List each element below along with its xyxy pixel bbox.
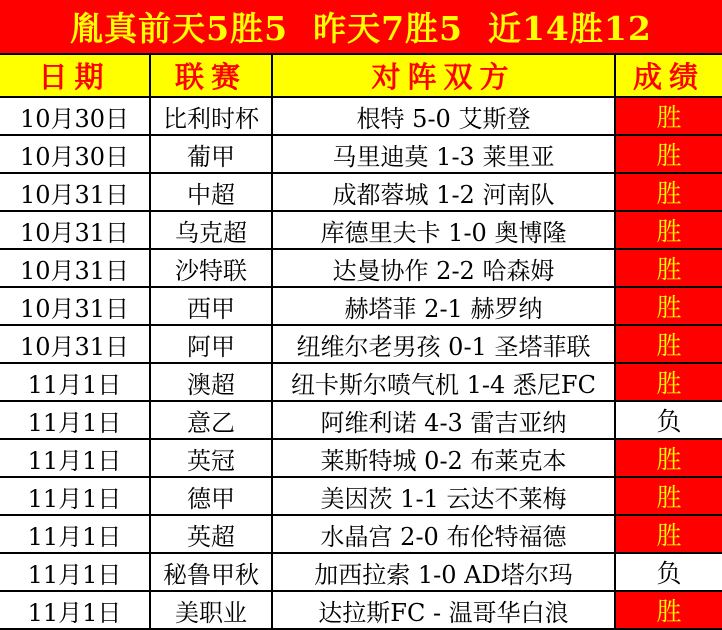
date-cell: 11月1日 [0,363,150,401]
header-row [0,54,722,97]
league-cell: 中超 [150,173,272,211]
result-cell: 胜 [615,591,722,629]
match-cell: 根特 5-0 艾斯登 [272,97,615,135]
date-cell: 10月31日 [0,211,150,249]
result-cell: 负 [615,401,722,439]
league-cell: 葡甲 [150,135,272,173]
record-banner: 胤真前天5胜5 昨天7胜5 近14胜12 [0,0,722,53]
date-cell: 11月1日 [0,477,150,515]
league-cell: 德甲 [150,477,272,515]
result-cell: 胜 [615,173,722,211]
date-cell: 10月31日 [0,325,150,363]
league-cell: 澳超 [150,363,272,401]
result-cell: 胜 [615,211,722,249]
table-row [0,477,722,515]
league-cell: 沙特联 [150,249,272,287]
match-cell: 达拉斯FC - 温哥华白浪 [272,591,615,629]
date-cell: 11月1日 [0,553,150,591]
result-cell: 胜 [615,287,722,325]
league-cell: 阿甲 [150,325,272,363]
date-cell: 10月31日 [0,249,150,287]
match-cell: 莱斯特城 0-2 布莱克本 [272,439,615,477]
table-row [0,325,722,363]
match-cell: 阿维利诺 4-3 雷吉亚纳 [272,401,615,439]
table-row [0,591,722,629]
match-cell: 纽卡斯尔喷气机 1-4 悉尼FC [272,363,615,401]
table-row [0,439,722,477]
result-cell: 胜 [615,439,722,477]
date-cell: 10月30日 [0,97,150,135]
table-row [0,515,722,553]
table-row [0,401,722,439]
match-cell: 库德里夫卡 1-0 奥博隆 [272,211,615,249]
date-cell: 11月1日 [0,439,150,477]
date-cell: 11月1日 [0,515,150,553]
result-cell: 胜 [615,363,722,401]
result-cell: 胜 [615,135,722,173]
table-row [0,553,722,591]
result-cell: 胜 [615,97,722,135]
date-cell: 11月1日 [0,591,150,629]
league-cell: 西甲 [150,287,272,325]
match-cell: 美因茨 1-1 云达不莱梅 [272,477,615,515]
table-row [0,211,722,249]
results-table-body [0,97,722,629]
match-cell: 水晶宫 2-0 布伦特福德 [272,515,615,553]
match-cell: 马里迪莫 1-3 莱里亚 [272,135,615,173]
league-cell: 英冠 [150,439,272,477]
results-table [0,53,722,630]
table-row [0,173,722,211]
result-cell: 胜 [615,249,722,287]
match-cell: 达曼协作 2-2 哈森姆 [272,249,615,287]
match-cell: 成都蓉城 1-2 河南队 [272,173,615,211]
league-cell: 比利时杯 [150,97,272,135]
league-cell: 意乙 [150,401,272,439]
header-date: 日期 [0,54,150,97]
header-match: 对阵双方 [272,54,615,97]
league-cell: 乌克超 [150,211,272,249]
league-cell: 秘鲁甲秋 [150,553,272,591]
table-row [0,287,722,325]
date-cell: 10月30日 [0,135,150,173]
table-row [0,249,722,287]
result-cell: 胜 [615,515,722,553]
league-cell: 英超 [150,515,272,553]
league-cell: 美职业 [150,591,272,629]
match-cell: 纽维尔老男孩 0-1 圣塔菲联 [272,325,615,363]
header-result: 成绩 [615,54,722,97]
date-cell: 10月31日 [0,287,150,325]
date-cell: 10月31日 [0,173,150,211]
match-cell: 赫塔菲 2-1 赫罗纳 [272,287,615,325]
date-cell: 11月1日 [0,401,150,439]
result-cell: 胜 [615,477,722,515]
result-cell: 胜 [615,325,722,363]
results-table-header [0,54,722,97]
match-cell: 加西拉索 1-0 AD塔尔玛 [272,553,615,591]
table-row [0,363,722,401]
table-row [0,135,722,173]
table-row [0,97,722,135]
header-league: 联赛 [150,54,272,97]
result-cell: 负 [615,553,722,591]
